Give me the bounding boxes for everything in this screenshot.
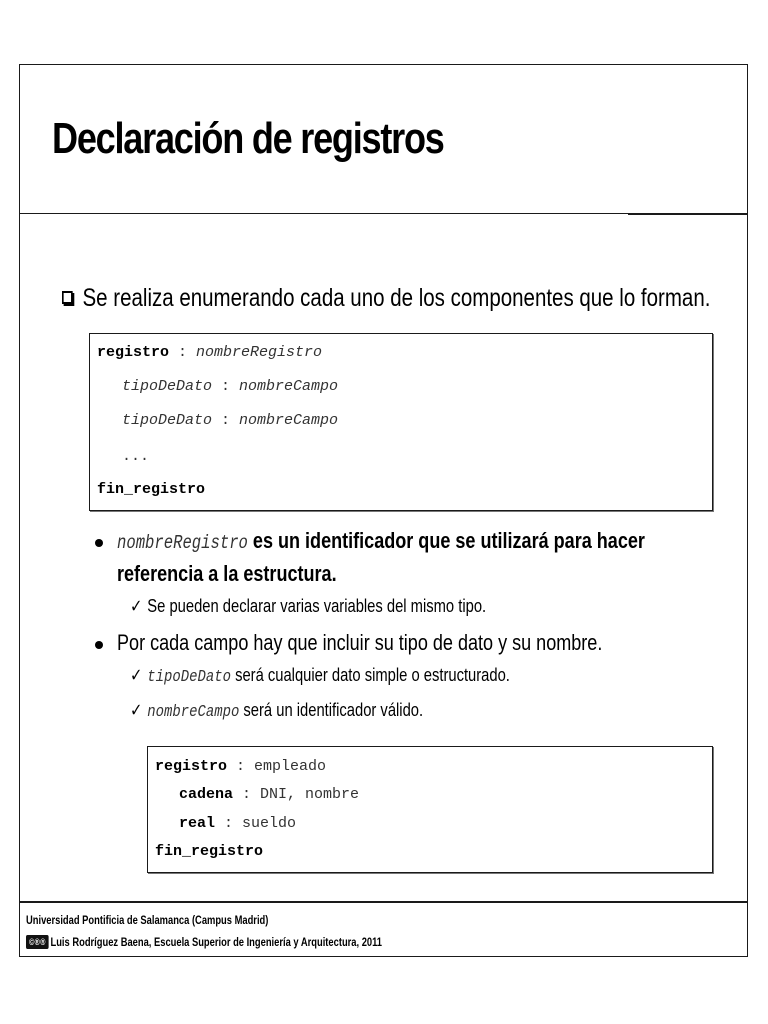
code-line [155,843,263,860]
code-keyword: fin_registro [155,843,264,860]
code-keyword: fin_registro [97,481,206,498]
bullet-identifier [117,528,645,554]
bullet-dot-icon [95,641,103,649]
check-item [130,700,423,722]
code-line [97,344,322,361]
code-separator: : [212,378,240,395]
bullet-text: es un identificador que se utilizará para hacer [247,528,645,553]
code-placeholder: nombreRegistro [196,344,323,361]
code-separator: : [212,412,240,429]
code-line [97,481,205,498]
code-value: : sueldo [215,815,297,832]
title-divider-accent [628,213,748,215]
check-text: será cualquier dato simple o estructurado. [230,665,510,685]
code-keyword: cadena [179,786,234,803]
check-mark-icon: ✓ [130,665,143,685]
check-text: Se pueden declarar varias variables del mismo tipo. [147,596,487,616]
creative-commons-icon: ©®® [26,935,49,949]
footer-divider [19,901,748,903]
code-line-ellipsis: ... [122,448,150,465]
bullet-dot-icon [95,539,103,547]
code-placeholder: tipoDeDato [122,412,213,429]
code-keyword: registro [97,344,170,361]
code-line [179,815,296,832]
slide-title: Declaración de registros [52,114,444,163]
bullet-fields: Por cada campo hay que incluir su tipo de dato y su nombre. [117,630,603,655]
code-line [155,758,326,775]
code-line [122,412,338,429]
code-separator: : [169,344,197,361]
bullet-identifier-continued: referencia a la estructura. [117,561,337,586]
check-mark-icon: ✓ [130,596,143,616]
code-keyword: registro [155,758,228,775]
check-item [130,596,486,617]
code-placeholder: tipoDeDato [122,378,213,395]
code-placeholder: nombreCampo [239,412,339,429]
footer-author [26,935,382,949]
intro-bullet [62,284,710,313]
check-mark-icon: ✓ [130,700,143,720]
intro-text: Se realiza enumerando cada uno de los componentes que lo forman. [82,284,711,312]
check-text: será un identificador válido. [239,700,424,720]
code-line [179,786,359,803]
code-placeholder: nombreCampo [147,703,240,722]
code-value: : DNI, nombre [233,786,360,803]
code-placeholder: tipoDeDato [147,668,231,687]
check-item [130,665,510,687]
footer-author-text: Luis Rodríguez Baena, Escuela Superior de Ingeniería y Arquitectura, 2011 [50,935,383,949]
code-line [122,378,338,395]
code-placeholder: nombreRegistro [117,532,248,554]
code-keyword: real [179,815,216,832]
footer-institution: Universidad Pontificia de Salamanca (Campus Madrid) [26,913,269,927]
checkbox-bullet-icon [62,291,73,304]
code-value: : empleado [227,758,327,775]
code-placeholder: nombreCampo [239,378,339,395]
